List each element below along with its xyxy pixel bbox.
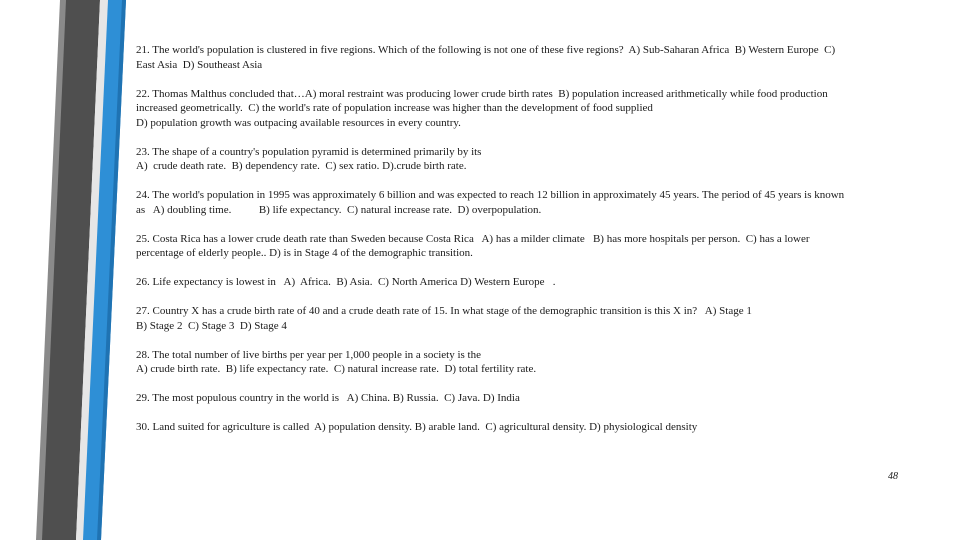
left-decorative-bars (0, 0, 130, 540)
question-28: 28. The total number of live births per year per 1,000 people in a society is the A) crude birth rate. B) life expectancy rate. C) natural increase rate. D) total fertility rate. (136, 348, 537, 375)
question-21: 21. The world's population is clustered in five regions. Which of the following is not one of these five regions? A) Sub-Saharan Africa B) Western Europe C) East Asia D) Southeast Asia (136, 44, 838, 71)
question-25: 25. Costa Rica has a lower crude death rate than Sweden because Costa Rica A) has a milder climate B) has more hospitals per person. C) has a lower percentage of elderly people.. D) is in Stage 4 of the demographic transition. (136, 232, 813, 259)
question-30: 30. Land suited for agriculture is called A) population density. B) arable land. C) agricultural density. D) physiological density (136, 421, 698, 433)
question-27: 27. Country X has a crude birth rate of 40 and a crude death rate of 15. In what stage of the demographic transition is this X in? A) Stage 1 B) Stage 2 C) Stage 3 D) Stage 4 (136, 305, 752, 332)
question-23: 23. The shape of a country's population pyramid is determined primarily by its A) crude death rate. B) dependency rate. C) sex ratio. D).crude birth rate. (136, 145, 482, 172)
question-26: 26. Life expectancy is lowest in A) Africa. B) Asia. C) North America D) Western Europe . (136, 276, 556, 288)
question-list (136, 43, 852, 449)
question-29: 29. The most populous country in the world is A) China. B) Russia. C) Java. D) India (136, 392, 520, 404)
question-24: 24. The world's population in 1995 was approximately 6 billion and was expected to reach 12 billion in approximately 45 years. The period of 45 years is known as A) doubling time. B) life expectancy. C) natural increase rate. D) overpopulation. (136, 189, 847, 216)
page-number: 48 (888, 471, 898, 482)
question-22: 22. Thomas Malthus concluded that…A) moral restraint was producing lower crude birth rates B) population increased arithmetically while food production increased geometrically. C) the world's rate of population increase was higher than the development of food supplied D) population growth was outpacing available resources in every country. (136, 87, 828, 129)
